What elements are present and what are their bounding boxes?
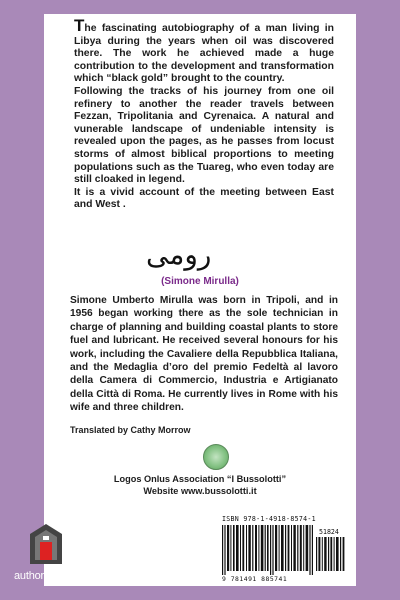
blurb-paragraph-1-text: he fascinating autobiography of a man living in Libya during the years when oil was discovered there. The work he achieved made a huge contribution to the development and transformation which “black gold” brought to the country. — [74, 23, 334, 85]
author-signature: رومى — [146, 238, 212, 271]
price-code: 51824 — [319, 528, 339, 536]
author-signature-name: (Simone Mirulla) — [161, 276, 239, 287]
blurb-paragraph-2: Following the tracks of his journey from one oil refinery to another the reader travels between Fezzan, Tripolitania and Cyrenaica. A natural and vunerable landscape of undeniable intensity is revealed upon the pages, as he passes from locust storms of almost biblical proportions to meeting populations such as the Tuareg, who even today are still cloaked in legend. — [74, 85, 334, 186]
blurb-paragraph-3: It is a vivid account of the meeting between East and West . — [74, 186, 334, 211]
translator-credit: Translated by Cathy Morrow — [70, 425, 191, 435]
association-website: Website www.bussolotti.it — [143, 486, 257, 496]
isbn-label — [222, 515, 316, 523]
publisher-name-part1: author — [14, 570, 44, 582]
back-cover-panel — [44, 14, 356, 586]
author-bio: Simone Umberto Mirulla was born in Tripoli, and in 1956 began working there as the sole technician in charge of planning and building coastal plants to store fuel and lubricant. He received several honours for his work, including the Cavaliere della Repubblica Italiana, and the Medaglia d’oro del premio Fedeltà al lavoro della Camera di Commercio, Industria e Artigianato della Città di Roma. He currently lives in Rome with his wife and three children. — [70, 295, 338, 414]
drop-cap: T — [74, 16, 85, 35]
publisher-name-part2: HOUSE — [44, 572, 72, 581]
publisher-registered-mark: ® — [71, 572, 78, 581]
barcode-icon — [222, 525, 346, 575]
isbn-number: ISBN 978-1-4918-8574-1 — [222, 515, 316, 523]
isbn-digits: 9 781491 885741 — [222, 575, 288, 583]
blurb-paragraph-1 — [74, 16, 334, 86]
authorhouse-house-icon — [28, 522, 64, 566]
blurb-text — [74, 16, 334, 212]
publisher-name — [14, 570, 77, 582]
isbn-barcode-block — [218, 513, 350, 585]
publisher-logo — [8, 522, 88, 598]
association-logo-icon — [203, 444, 229, 470]
association-name: Logos Onlus Association “I Bussolotti” — [113, 474, 287, 484]
